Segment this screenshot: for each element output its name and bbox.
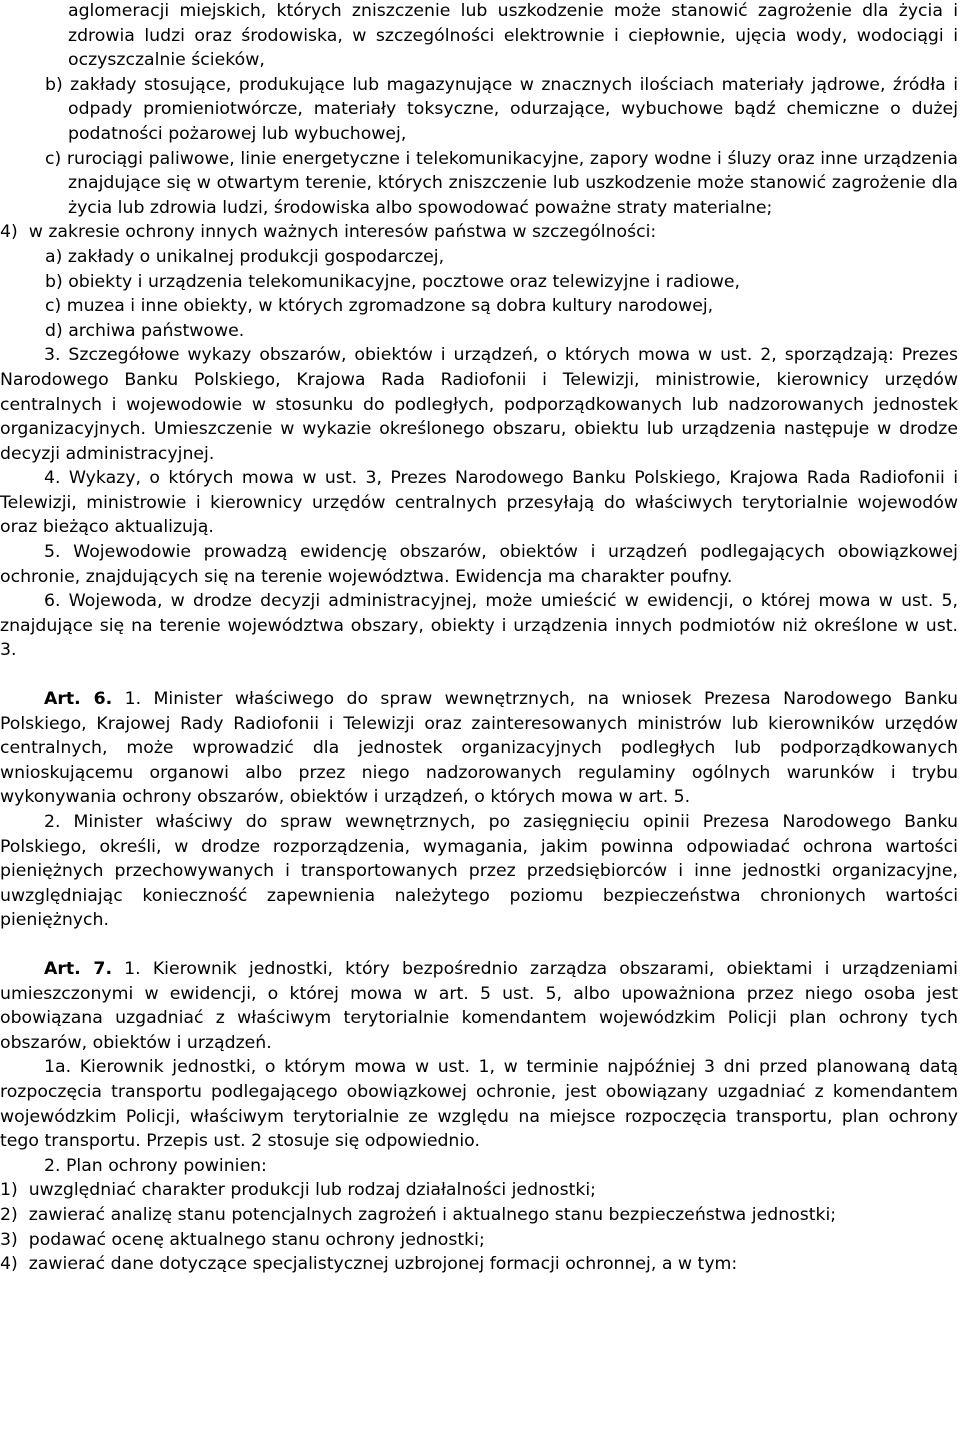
spacer [0,933,958,957]
article-heading: Art. 7. [44,958,113,979]
article-6-paragraph [0,687,958,810]
list-item: 3) podawać ocenę aktualnego stanu ochrony jednostki; [0,1229,485,1250]
list-item: a) zakłady o unikalnej produkcji gospodarczej, [45,246,445,267]
list-item: 1) uwzględniać charakter produkcji lub rodzaj działalności jednostki; [0,1180,596,1201]
list-item: c) muzea i inne obiekty, w których zgromadzone są dobra kultury narodowej, [45,296,714,317]
list-item: 4) zawierać dane dotyczące specjalistycznej uzbrojonej formacji ochronnej, a w tym: [0,1254,738,1275]
paragraph: 5. Wojewodowie prowadzą ewidencję obszarów, obiektów i urządzeń podlegających obowiązkowej ochronie, znajdujących się na terenie województwa. Ewidencja ma charakter poufny. [0,542,958,587]
list-item: b) zakłady stosujące, produkujące lub magazynujące w znacznych ilościach materiały jądrowe, źródła i odpady promieniotwórcze, materiały toksyczne, odurzające, wybuchowe bądź chemiczne o dużej podatności pożarowej lub wybuchowej, [45,74,958,144]
list-item: 4) w zakresie ochrony innych ważnych interesów państwa w szczególności: [0,222,657,243]
list-item: c) rurociągi paliwowe, linie energetyczne i telekomunikacyjne, zapory wodne i śluzy oraz inne urządzenia znajdujące się w otwartym terenie, których zniszczenie lub uszkodzenie może stanowić zagrożenie dla życia lub zdrowia ludzi, środowiska albo spowodować poważne straty materialne; [45,148,958,218]
paragraph: aglomeracji miejskich, których zniszczenie lub uszkodzenie może stanowić zagrożenie dla życia i zdrowia ludzi oraz środowiska, w szczególności elektrownie i ciepłownie, ujęcia wody, wodociągi i oczyszczalnie ścieków, [68,1,958,71]
paragraph: 6. Wojewoda, w drodze decyzji administracyjnej, może umieścić w ewidencji, o której mowa w ust. 5, znajdujące się na terenie województwa obszary, obiekty i urządzenia innych podmiotów niż określone w ust. 3. [0,591,958,661]
paragraph: 3. Szczegółowe wykazy obszarów, obiektów i urządzeń, o których mowa w ust. 2, sporządzają: Prezes Narodowego Banku Polskiego, Krajowa Rada Radiofonii i Telewizji, ministrowie, kierownicy urzędów centralnych i wojewodowie w stosunku do podległych, podporządkowanych lub nadzorowanych jednostek organizacyjnych. Umieszczenie w wykazie określonego obszaru, obiektu lub urządzenia następuje w drodze decyzji administracyjnej. [0,345,958,464]
list-item: b) obiekty i urządzenia telekomunikacyjne, pocztowe oraz telewizyjne i radiowe, [45,271,741,292]
article-text: 1. Kierownik jednostki, który bezpośrednio zarządza obszarami, obiektami i urządzeniami umieszczonymi w ewidencji, o której mowa w art. 5 ust. 5, albo upoważniona przez niego osoba jest obowiązana uzgadniać z właściwym terytorialnie komendantem wojewódzkim Policji plan ochrony tych obszarów, obiektów i urządzeń. [0,958,958,1053]
article-text: 1. Minister właściwego do spraw wewnętrznych, na wniosek Prezesa Narodowego Banku Polskiego, Krajowej Rady Radiofonii i Telewizji oraz zainteresowanych ministrów lub kierowników urzędów centralnych, może wprowadzić dla jednostek organizacyjnych podległych lub podporządkowanych wnioskującemu organowi albo przez niego nadzorowanych regulaminy ogólnych warunków i trybu wykonywania ochrony obszarów, obiektów i urządzeń, o których mowa w art. 5. [0,689,958,808]
list-item: 2) zawierać analizę stanu potencjalnych zagrożeń i aktualnego stanu bezpieczeństwa jednostki; [0,1204,837,1225]
spacer [0,663,958,687]
list-item: d) archiwa państwowe. [45,320,245,341]
article-heading: Art. 6. [44,689,113,710]
paragraph: 2. Minister właściwy do spraw wewnętrznych, po zasięgnięciu opinii Prezesa Narodowego Banku Polskiego, określi, w drodze rozporządzenia, wymagania, jakim powinna odpowiadać ochrona wartości pieniężnych przechowywanych i transportowanych przez przedsiębiorców i inne jednostki organizacyjne, uwzględniając konieczność zapewnienia należytego poziomu bezpieczeństwa chronionych wartości pieniężnych. [0,812,958,931]
paragraph: 2. Plan ochrony powinien: [44,1155,267,1176]
article-7-paragraph [0,957,958,1055]
paragraph: 4. Wykazy, o których mowa w ust. 3, Prezes Narodowego Banku Polskiego, Krajowa Rada Radiofonii i Telewizji, ministrowie i kierownicy urzędów centralnych przesyłają do właściwych terytorialnie wojewodów oraz bieżąco aktualizują. [0,468,958,538]
paragraph: 1a. Kierownik jednostki, o którym mowa w ust. 1, w terminie najpóźniej 3 dni przed planowaną datą rozpoczęcia transportu podlegającego obowiązkowej ochronie, jest obowiązany uzgadniać z komendantem wojewódzkim Policji, właściwym terytorialnie ze względu na miejsce rozpoczęcia transportu, plan ochrony tego transportu. Przepis ust. 2 stosuje się odpowiednio. [0,1057,958,1152]
